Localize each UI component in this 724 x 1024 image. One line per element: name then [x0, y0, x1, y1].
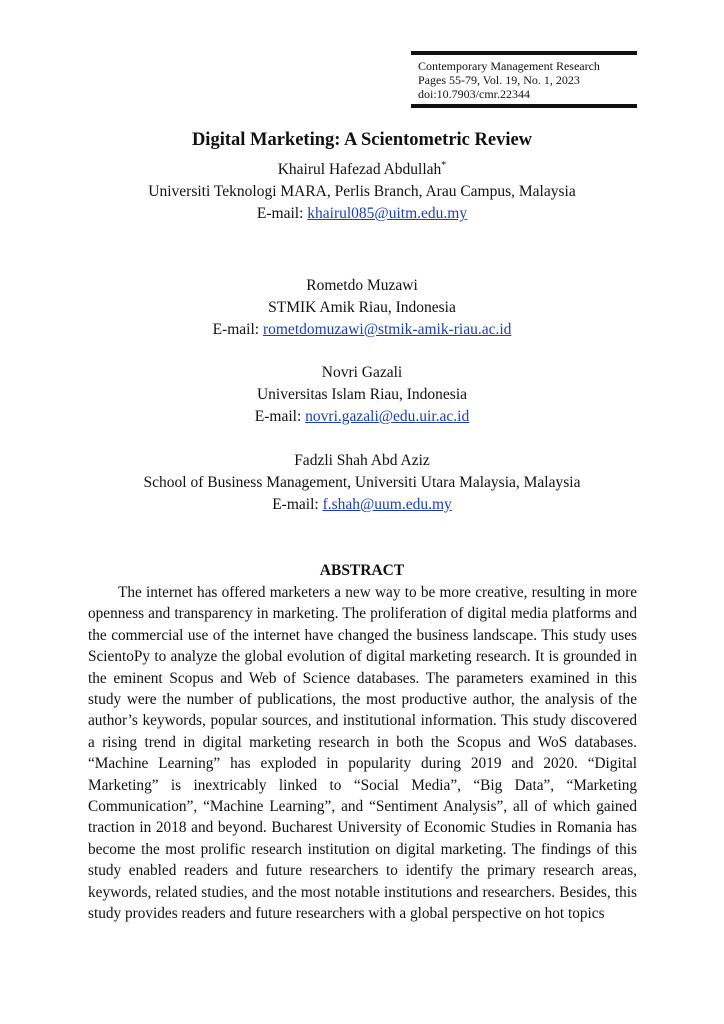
author-name: Novri Gazali	[321, 364, 403, 381]
author-email-link[interactable]: khairul085@uitm.edu.my	[307, 205, 468, 222]
author-email-line: E-mail: rometdomuzawi@stmik-amik-riau.ac.id	[212, 321, 512, 338]
paper-title: Digital Marketing: A Scientometric Review	[191, 130, 533, 150]
journal-header	[411, 51, 637, 108]
author-email-link[interactable]: f.shah@uum.edu.my	[322, 496, 452, 513]
author-block-2	[0, 275, 724, 341]
journal-pages-volume: Pages 55-79, Vol. 19, No. 1, 2023	[418, 73, 580, 87]
abstract-heading: ABSTRACT	[319, 562, 405, 579]
abstract-text: The internet has offered marketers a new way to be more creative, resulting in more openness and transparency in marketing. The proliferation of digital media platforms and the commercial use of the internet have changed the business landscape. This study uses ScientoPy to analyze the global evolution of digital marketing research. It is grounded in the eminent Scopus and Web of Science databases. The parameters examined in this study were the number of publications, the most productive author, the analysis of the author’s keywords, popular sources, and institutional information. This study discovered a rising trend in digital marketing research in both the Scopus and WoS databases. “Machine Learning” has exploded in popularity during 2019 and 2020. “Digital Marketing” is inextricably linked to “Social Media”, “Big Data”, “Marketing Communication”, “Machine Learning”, and “Sentiment Analysis”, all of which gained traction in 2018 and beyond. Bucharest University of Economic Studies in Romania has become the most prolific research institution on digital marketing. The findings of this study enabled readers and future researchers to identify the primary research areas, keywords, related studies, and the most notable institutions and researchers. Besides, this study provides readers and future researchers with a global perspective on hot topics	[88, 584, 637, 923]
author-name: Khairul Hafezad Abdullah*	[277, 159, 447, 178]
author-email-line: E-mail: novri.gazali@edu.uir.ac.id	[254, 408, 470, 425]
author-affiliation: Universiti Teknologi MARA, Perlis Branch, Arau Campus, Malaysia	[148, 183, 576, 200]
author-affiliation: STMIK Amik Riau, Indonesia	[268, 299, 456, 316]
corresponding-author-marker: *	[441, 159, 447, 171]
author-name: Rometdo Muzawi	[306, 277, 418, 294]
author-block-1	[0, 159, 724, 225]
author-affiliation: Universitas Islam Riau, Indonesia	[256, 386, 468, 403]
author-name: Fadzli Shah Abd Aziz	[294, 452, 430, 469]
journal-name: Contemporary Management Research	[418, 59, 600, 73]
author-affiliation: School of Business Management, Universiti Utara Malaysia, Malaysia	[143, 474, 581, 491]
author-email-link[interactable]: novri.gazali@edu.uir.ac.id	[305, 408, 470, 425]
author-block-4	[0, 450, 724, 516]
journal-doi: doi:10.7903/cmr.22344	[418, 87, 530, 101]
author-email-line: E-mail: f.shah@uum.edu.my	[272, 496, 452, 513]
author-email-link[interactable]: rometdomuzawi@stmik-amik-riau.ac.id	[262, 321, 512, 338]
author-block-3	[0, 362, 724, 428]
author-email-line: E-mail: khairul085@uitm.edu.my	[256, 205, 468, 222]
